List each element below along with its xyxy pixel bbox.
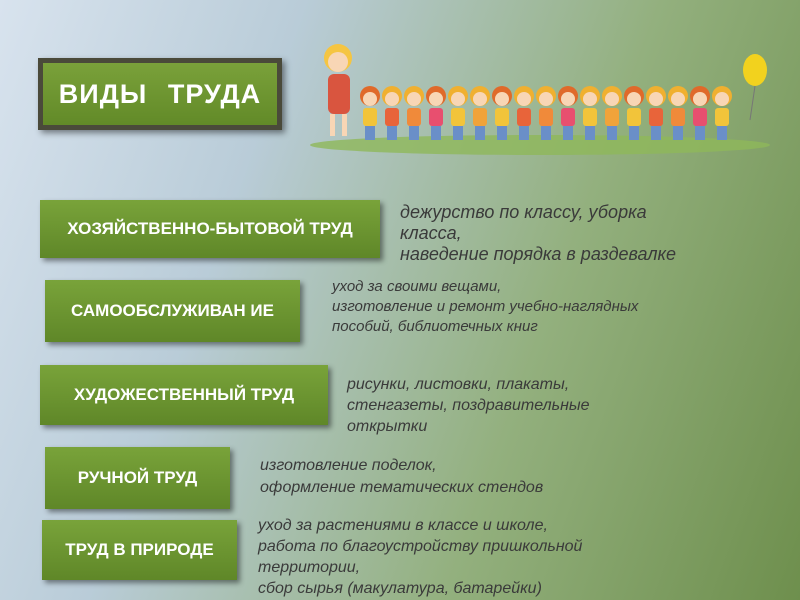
child-figure <box>448 86 468 140</box>
child-figure <box>668 86 688 140</box>
category-label: РУЧНОЙ ТРУД <box>77 468 198 487</box>
category-label: САМООБСЛУЖИВАН ИЕ <box>71 301 274 320</box>
description-line: стенгазеты, поздравительные <box>347 397 590 414</box>
description-line: работа по благоустройству пришкольной <box>258 538 583 555</box>
child-figure <box>360 86 380 140</box>
description-line: дежурство по классу, уборка <box>400 202 647 222</box>
child-figure <box>536 86 556 140</box>
description-line: уход за своими вещами, <box>332 278 502 295</box>
description-line: изготовление и ремонт учебно-наглядных <box>332 298 639 315</box>
category-box-5 <box>42 520 237 580</box>
child-figure <box>646 86 666 140</box>
description-line: открытки <box>347 418 428 435</box>
child-figure <box>558 86 578 140</box>
child-figure <box>404 86 424 140</box>
category-description-3 <box>347 374 590 437</box>
balloon-icon <box>743 54 767 86</box>
child-figure <box>492 86 512 140</box>
category-description-1 <box>400 202 676 265</box>
category-box-3 <box>40 365 328 425</box>
child-figure <box>712 86 732 140</box>
page-title: ВИДЫ ТРУДА <box>58 78 262 109</box>
child-figure <box>580 86 600 140</box>
child-figure <box>514 86 534 140</box>
description-line: рисунки, листовки, плакаты, <box>347 376 570 393</box>
child-figure <box>690 86 710 140</box>
category-description-4 <box>260 455 543 499</box>
child-figure <box>470 86 490 140</box>
child-figure <box>602 86 622 140</box>
children-illustration <box>300 30 800 170</box>
title-box <box>38 58 282 130</box>
category-label: ХОЗЯЙСТВЕННО-БЫТОВОЙ ТРУД <box>67 219 353 238</box>
category-box-4 <box>45 447 230 509</box>
category-description-5 <box>258 515 582 599</box>
description-line: территории, <box>258 559 361 576</box>
child-figure <box>624 86 644 140</box>
description-line: сбор сырья (макулатура, батарейки) <box>258 580 542 597</box>
child-figure <box>426 86 446 140</box>
category-description-2 <box>332 277 638 337</box>
category-box-2 <box>45 280 300 342</box>
description-line: наведение порядка в раздевалке <box>400 244 677 264</box>
description-line: изготовление поделок, <box>260 457 437 474</box>
description-line: уход за растениями в классе и школе, <box>258 517 548 534</box>
teacher-figure <box>324 44 352 136</box>
category-box-1 <box>40 200 380 258</box>
category-label: ХУДОЖЕСТВЕННЫЙ ТРУД <box>73 385 295 404</box>
category-label: ТРУД В ПРИРОДЕ <box>65 540 214 559</box>
description-line: класса, <box>400 223 462 243</box>
child-figure <box>382 86 402 140</box>
description-line: пособий, библиотечных книг <box>332 318 538 335</box>
description-line: оформление тематических стендов <box>260 479 544 496</box>
